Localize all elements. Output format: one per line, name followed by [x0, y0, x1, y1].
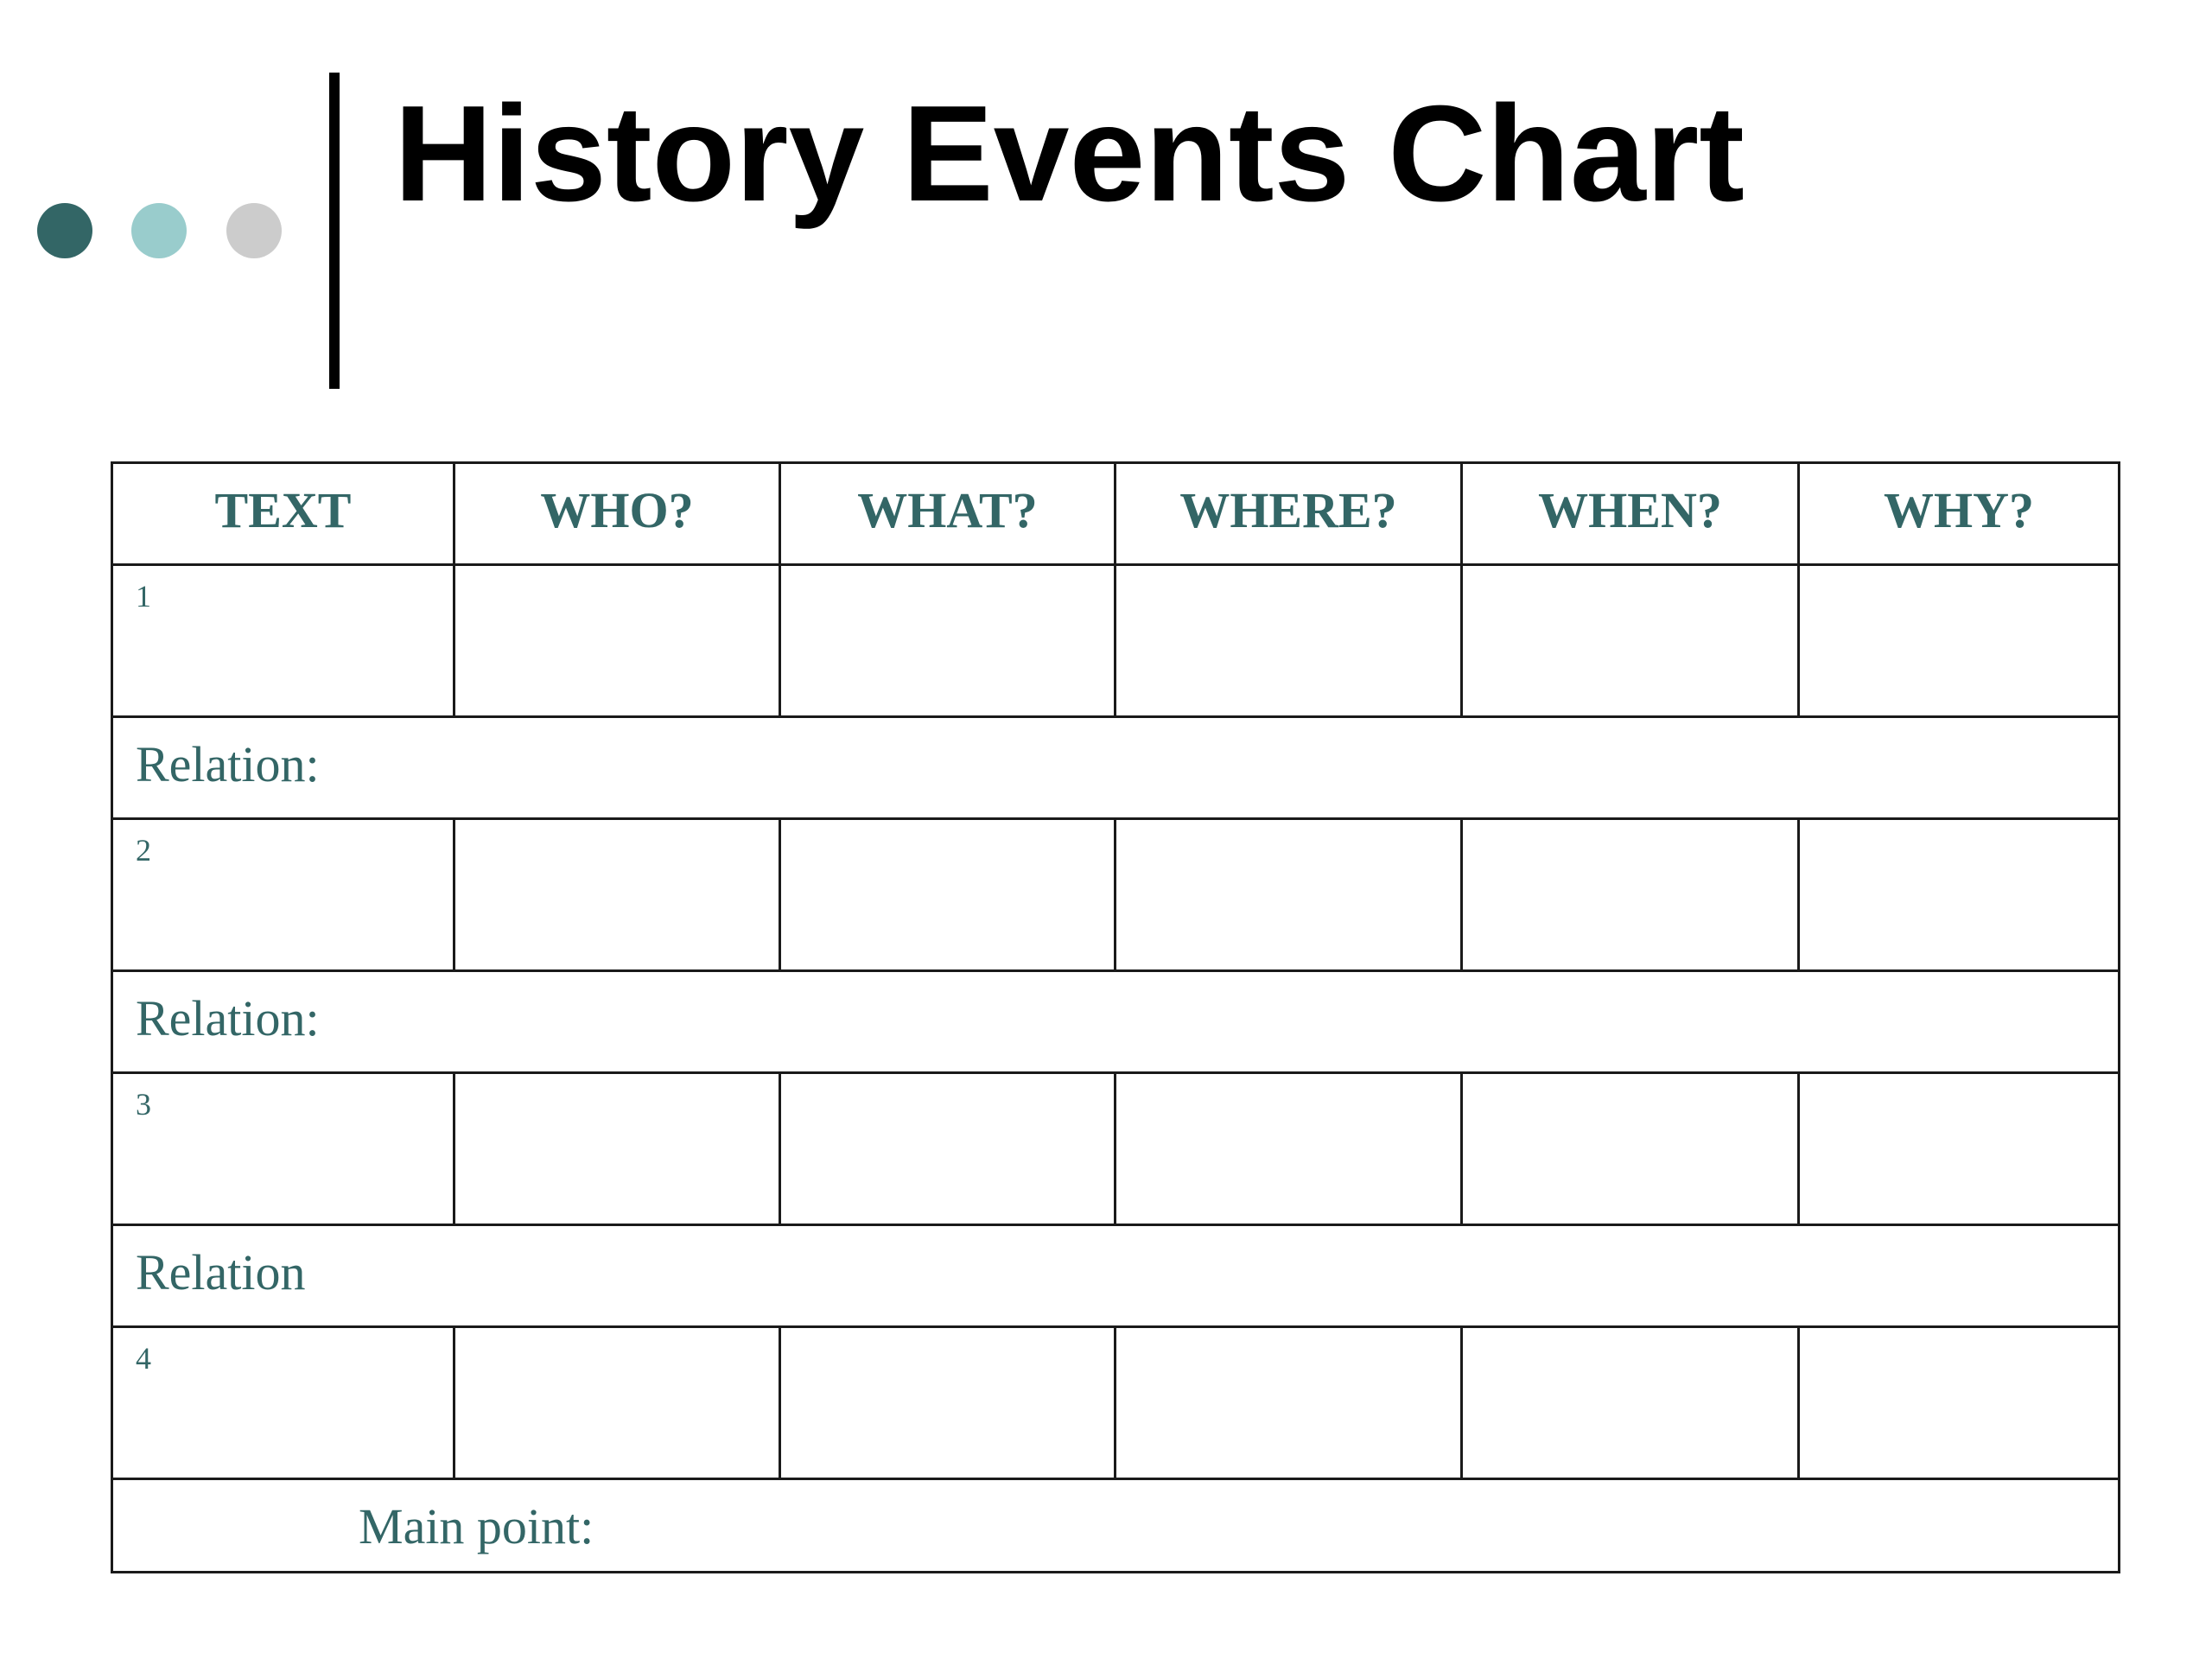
event-what-cell[interactable]	[780, 1327, 1116, 1479]
title-divider	[329, 73, 340, 389]
event-text-cell[interactable]	[112, 565, 454, 717]
event-row-2	[112, 819, 2120, 971]
dark-teal-dot-icon	[37, 203, 92, 258]
event-who-cell[interactable]	[454, 1073, 780, 1225]
event-row-1	[112, 565, 2120, 717]
gray-dot-icon	[226, 203, 282, 258]
column-header-who: WHO?	[454, 463, 780, 565]
event-what-cell[interactable]	[780, 1073, 1116, 1225]
event-number: 1	[136, 579, 151, 613]
column-header-what: WHAT?	[780, 463, 1116, 565]
event-why-cell[interactable]	[1799, 819, 2120, 971]
event-text-cell[interactable]	[112, 1073, 454, 1225]
event-when-cell[interactable]	[1462, 565, 1799, 717]
event-where-cell[interactable]	[1116, 1327, 1462, 1479]
page-title: History Events Chart	[394, 78, 1745, 230]
column-header-where: WHERE?	[1116, 463, 1462, 565]
event-where-cell[interactable]	[1116, 565, 1462, 717]
event-what-cell[interactable]	[780, 819, 1116, 971]
event-number: 4	[136, 1341, 151, 1376]
event-where-cell[interactable]	[1116, 819, 1462, 971]
history-events-table	[111, 461, 2120, 1573]
main-point-row	[112, 1479, 2120, 1573]
column-header-when: WHEN?	[1462, 463, 1799, 565]
relation-row-3	[112, 1225, 2120, 1327]
relation-row-1	[112, 717, 2120, 819]
event-what-cell[interactable]	[780, 565, 1116, 717]
relation-cell[interactable]: Relation:	[112, 717, 2120, 819]
relation-row-2	[112, 971, 2120, 1073]
main-point-cell[interactable]: Main point:	[112, 1479, 2120, 1573]
relation-cell[interactable]: Relation:	[112, 971, 2120, 1073]
relation-cell[interactable]: Relation	[112, 1225, 2120, 1327]
table-header-row	[112, 463, 2120, 565]
event-number: 2	[136, 833, 151, 868]
event-who-cell[interactable]	[454, 1327, 780, 1479]
event-why-cell[interactable]	[1799, 1073, 2120, 1225]
event-why-cell[interactable]	[1799, 1327, 2120, 1479]
event-number: 3	[136, 1087, 151, 1122]
event-text-cell[interactable]	[112, 819, 454, 971]
event-when-cell[interactable]	[1462, 1327, 1799, 1479]
event-why-cell[interactable]	[1799, 565, 2120, 717]
event-row-3	[112, 1073, 2120, 1225]
column-header-text: TEXT	[112, 463, 454, 565]
event-when-cell[interactable]	[1462, 1073, 1799, 1225]
event-who-cell[interactable]	[454, 819, 780, 971]
column-header-why: WHY?	[1799, 463, 2120, 565]
event-who-cell[interactable]	[454, 565, 780, 717]
light-teal-dot-icon	[131, 203, 187, 258]
event-when-cell[interactable]	[1462, 819, 1799, 971]
event-text-cell[interactable]	[112, 1327, 454, 1479]
event-row-4	[112, 1327, 2120, 1479]
event-where-cell[interactable]	[1116, 1073, 1462, 1225]
